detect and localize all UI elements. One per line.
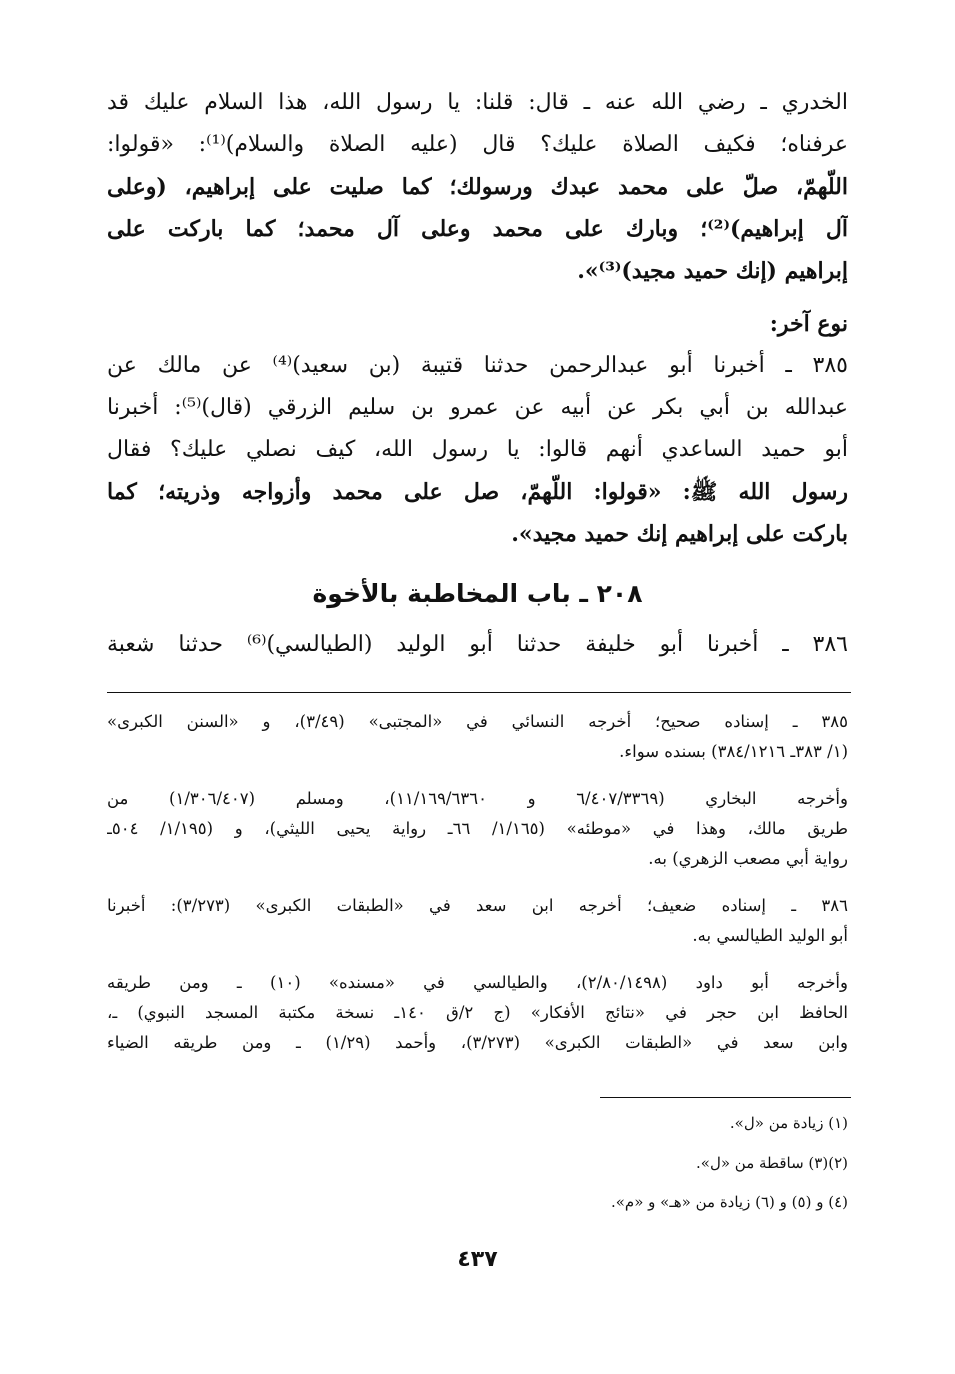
footnote-separator xyxy=(600,1097,851,1098)
commentary-line: وابن سعد في «الطبقات الكبرى» (٣/٢٧٣)، وأحمد (١/٢٩) ـ ومن طريقه الضياء xyxy=(107,1033,848,1052)
hadith-385-line: ٣٨٥ ـ أخبرنا أبو عبدالرحمن حدثنا قتيبة (بن سعيد)⁽⁴⁾ عن مالك عن xyxy=(107,353,848,378)
main-text-line: إبراهيم (إنك حميد مجيد)⁽³⁾». xyxy=(577,258,848,284)
hadith-385-line: باركت على إبراهيم إنك حميد مجيد». xyxy=(511,521,848,547)
commentary-line: وأخرجه أبو داود (٢/٨٠/١٤٩٨)، والطيالسي في «مسنده» (١٠) ـ ومن طريقه xyxy=(107,973,848,992)
commentary-line: أبو الوليد الطيالسي به. xyxy=(692,926,848,945)
hadith-385-line: أبو حميد الساعدي أنهم قالوا: يا رسول الله، كيف نصلي عليك؟ فقال xyxy=(107,437,848,462)
commentary-line: رواية أبي مصعب الزهري) به. xyxy=(648,849,848,868)
hadith-385-line: عبدالله بن أبي بكر عن أبيه عن عمرو بن سليم الزرقي (قال)⁽⁵⁾: أخبرنا xyxy=(107,395,848,420)
hadith-386-line: ٣٨٦ ـ أخبرنا أبو خليفة حدثنا أبو الوليد (الطيالسي)⁽⁶⁾ حدثنا شعبة xyxy=(107,632,848,657)
commentary-line: طريق مالك، وهذا في «موطئه» (١/١٦٥/ ٦٦ـ رواية يحيى الليثي)، و (١/١٩٥/ ٥٠٤ـ xyxy=(107,819,848,838)
chapter-heading: ٢٠٨ ـ باب المخاطبة بالأخوة xyxy=(312,579,643,608)
page-number: ٤٣٧ xyxy=(457,1247,498,1272)
main-text-line: عرفناه؛ فكيف الصلاة عليك؟ قال (عليه الصلاة والسلام)⁽¹⁾: «قولوا: xyxy=(107,132,848,157)
main-text-line: اللّهمّ، صلّ على محمد عبدك ورسولك؛ كما صليت على إبراهيم، (وعلى xyxy=(107,174,848,200)
footnote: (٢)(٣) ساقطة من «ل». xyxy=(696,1154,848,1172)
commentary-line: ٣٨٦ ـ إسناده ضعيف؛ أخرجه ابن سعد في «الطبقات الكبرى» (٣/٢٧٣): أخبرنا xyxy=(107,896,848,915)
main-text-line: آل إبراهيم)⁽²⁾؛ وبارك على محمد وعلى آل محمد؛ كما باركت على xyxy=(107,216,848,242)
section-subtitle: نوع آخر: xyxy=(769,311,848,337)
commentary-line: وأخرجه البخاري (٦/٤٠٧/٣٣٦٩ و ١١/١٦٩/٦٣٦٠)، ومسلم (١/٣٠٦/٤٠٧) من xyxy=(107,789,848,808)
commentary-line: (١/ ٣٨٣ـ ٣٨٤/١٢١٦) بسنده سواء. xyxy=(619,742,848,761)
main-text-line: الخدري ـ رضي الله عنه ـ قال: قلنا: يا رسول الله، هذا السلام عليك قد xyxy=(107,90,848,115)
hadith-385-line: رسول الله ﷺ: «قولوا: اللّهمّ، صل على محمد وأزواجه وذريته؛ كما xyxy=(107,479,848,505)
footnote: (٤) و (٥) و (٦) زيادة من «هـ» و «م». xyxy=(610,1193,848,1211)
commentary-separator xyxy=(107,692,851,693)
commentary-line: الحافظ ابن حجر في «نتائج الأفكار» (ج ٢/ق ١٤٠ـ نسخة مكتبة المسجد النبوي) ـ، xyxy=(107,1003,848,1022)
footnote: (١) زيادة من «ل». xyxy=(729,1114,848,1132)
commentary-line: ٣٨٥ ـ إسناده صحيح؛ أخرجه النسائي في «المجتبى» (٣/٤٩)، و «السنن الكبرى» xyxy=(107,712,848,731)
